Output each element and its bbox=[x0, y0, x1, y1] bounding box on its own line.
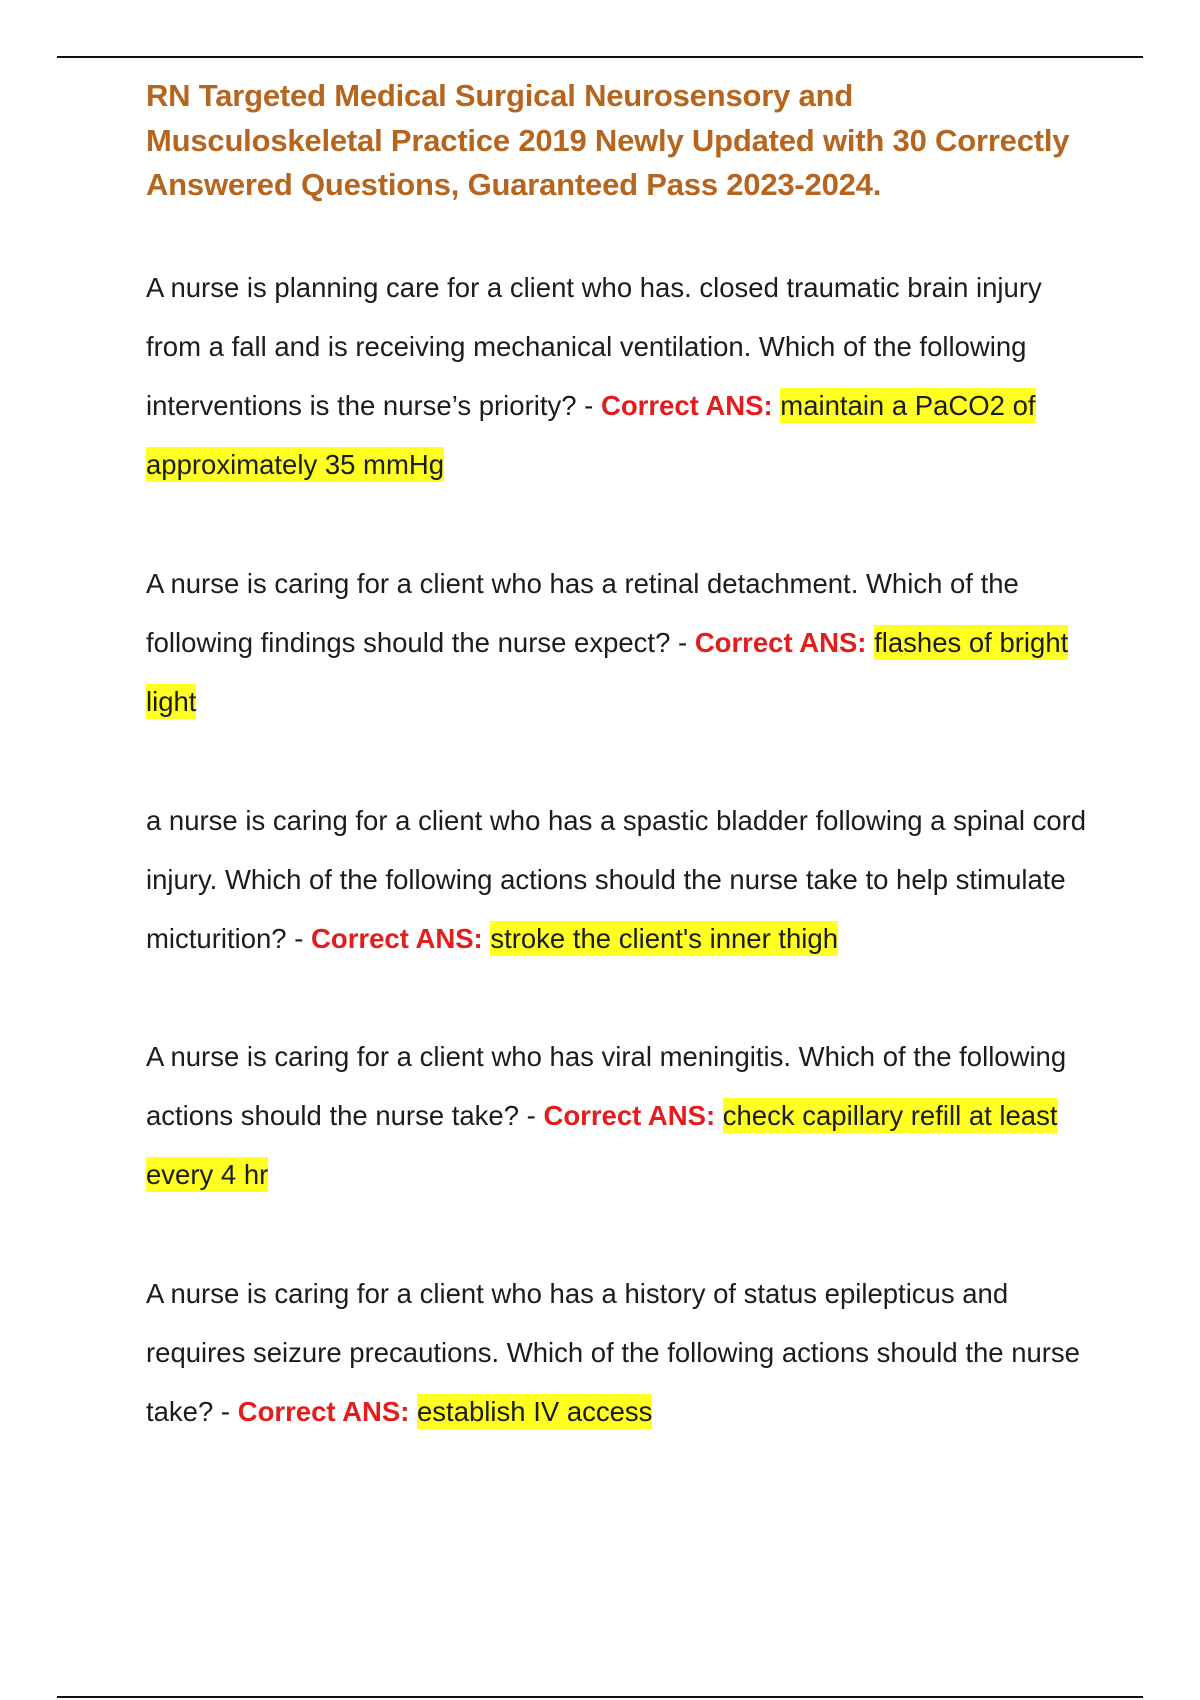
question-item-5 bbox=[146, 1264, 1091, 1441]
question-list bbox=[146, 258, 1091, 1441]
question-item-2 bbox=[146, 554, 1091, 731]
question-text: A nurse is caring for a client who has viral meningitis. Which of the following actions should the nurse take? - bbox=[146, 1040, 1067, 1131]
correct-answer-label: Correct ANS: bbox=[694, 626, 867, 658]
document-page bbox=[146, 74, 1091, 1501]
document-title: RN Targeted Medical Surgical Neurosensory and Musculoskeletal Practice 2019 Newly Updated with 30 Correctly Answered Questions, Guaranteed Pass 2023-2024. bbox=[146, 78, 1070, 202]
highlighted-answer: flashes of bright light bbox=[146, 626, 1069, 717]
question-text: a nurse is caring for a client who has a spastic bladder following a spinal cord injury. Which of the following actions should the nurse take to help stimulate micturition? - bbox=[146, 804, 1087, 954]
highlighted-answer: check capillary refill at least every 4 hr bbox=[146, 1099, 1058, 1190]
question-item-1 bbox=[146, 258, 1091, 494]
question-text: A nurse is caring for a client who has a retinal detachment. Which of the following findings should the nurse expect? - bbox=[146, 567, 1019, 658]
question-text: A nurse is caring for a client who has a history of status epilepticus and requires seizure precautions. Which of the following actions should the nurse take? - bbox=[146, 1277, 1080, 1427]
bottom-divider bbox=[57, 1696, 1143, 1698]
highlighted-answer: establish IV access bbox=[417, 1395, 653, 1427]
correct-answer-label: Correct ANS: bbox=[600, 389, 773, 421]
question-item-4 bbox=[146, 1027, 1091, 1204]
top-divider bbox=[57, 56, 1143, 58]
correct-answer-label: Correct ANS: bbox=[237, 1395, 410, 1427]
question-item-3 bbox=[146, 791, 1091, 968]
correct-answer-label: Correct ANS: bbox=[543, 1099, 716, 1131]
question-text: A nurse is planning care for a client who has. closed traumatic brain injury from a fall and is receiving mechanical ventilation. Which of the following interventions is the nurse’s priority? - bbox=[146, 271, 1042, 421]
correct-answer-label: Correct ANS: bbox=[311, 922, 483, 954]
highlighted-answer: maintain a PaCO2 of approximately 35 mmHg bbox=[146, 389, 1036, 480]
highlighted-answer: stroke the client's inner thigh bbox=[490, 922, 839, 954]
